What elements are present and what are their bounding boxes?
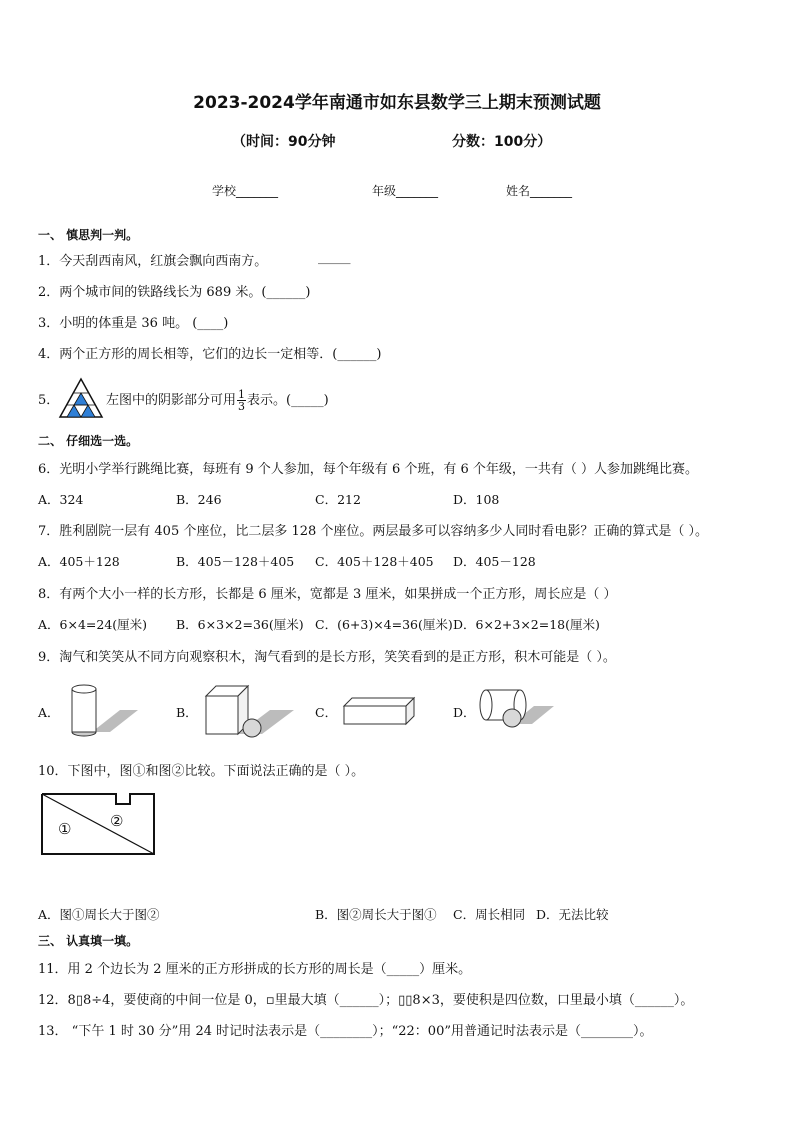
shaded-triangle-figure	[58, 377, 104, 419]
cube-with-ball-icon	[200, 682, 296, 740]
section-3-heading: 三、 认真填一填。	[38, 934, 139, 948]
question-4: 4．两个正方形的周长相等，它们的边长一定相等．(______)	[38, 347, 382, 362]
section-2-heading: 二、 仔细选一选。	[38, 434, 139, 448]
question-12: 12．8▯8÷4，要使商的中间一位是 0，▫里最大填（______）；▯▯8×3，要使积是四位数，口里最小填（______）。	[38, 993, 694, 1008]
q6-option-c[interactable]: C．212	[315, 492, 361, 507]
split-rectangle-figure	[40, 792, 160, 858]
page-title: 2023-2024学年南通市如东县数学三上期末预测试题	[193, 93, 601, 113]
fraction-one-third: $\frac{1}{3}$	[238, 388, 246, 413]
question-13: 13． “下午 1 时 30 分”用 24 时记时法表示是（________）；“22：00”用普通记时法表示是（________）。	[38, 1024, 653, 1039]
grade-field[interactable]: 年级_______	[372, 184, 439, 198]
q8-option-b[interactable]: B．6×3×2=36(厘米)	[176, 617, 304, 632]
school-field[interactable]: 学校_______	[212, 184, 279, 198]
question-1-blank[interactable]: _____	[318, 250, 351, 265]
question-8: 8．有两个大小一样的长方形，长都是 6 厘米，宽都是 3 厘米，如果拼成一个正方形，周长应是（ ）	[38, 587, 617, 602]
q9-option-d[interactable]: D．	[453, 705, 476, 720]
q8-option-a[interactable]: A．6×4=24(厘米)	[38, 617, 148, 632]
q10-option-a[interactable]: A．图①周长大于图②	[38, 907, 160, 922]
q10-option-c[interactable]: C．周长相同	[453, 907, 526, 922]
q8-option-c[interactable]: C．(6+3)×4=36(厘米)	[315, 617, 453, 632]
question-6: 6．光明小学举行跳绳比赛，每班有 9 个人参加，每个年级有 6 个班，有 6 个年级，一共有（ ）人参加跳绳比赛。	[38, 462, 699, 477]
q7-option-c[interactable]: C．405＋128＋405	[315, 554, 434, 569]
q9-option-c[interactable]: C．	[315, 705, 338, 720]
question-11: 11．用 2 个边长为 2 厘米的正方形拼成的长方形的周长是（_____）厘米。	[38, 962, 472, 977]
section-1-heading: 一、 慎思判一判。	[38, 228, 139, 242]
name-field[interactable]: 姓名_______	[506, 184, 573, 198]
question-10: 10．下图中，图①和图②比较。下面说法正确的是（ ）。	[38, 764, 365, 779]
question-5-text	[106, 389, 329, 412]
q7-option-b[interactable]: B．405－128＋405	[176, 554, 295, 569]
cylinder-standing-icon	[62, 680, 140, 738]
region-2-label: ②	[110, 812, 124, 830]
q6-option-b[interactable]: B．246	[176, 492, 222, 507]
question-1: 1．今天刮西南风，红旗会飘向西南方。	[38, 254, 268, 269]
q6-option-a[interactable]: A．324	[38, 492, 84, 507]
q9-option-b[interactable]: B．	[176, 705, 198, 720]
q10-option-d[interactable]: D．无法比较	[536, 907, 609, 922]
question-7: 7．胜利剧院一层有 405 个座位，比二层多 128 个座位。两层最多可以容纳多少人同时看电影？正确的算式是（ ）。	[38, 524, 709, 539]
q7-option-a[interactable]: A．405＋128	[38, 554, 120, 569]
q9-option-a[interactable]: A．	[38, 705, 60, 720]
question-5-post: 表示。(_____)	[247, 393, 329, 408]
question-2: 2．两个城市间的铁路线长为 689 米。(______)	[38, 285, 311, 300]
q6-option-d[interactable]: D．108	[453, 492, 500, 507]
cylinder-lying-with-ball-icon	[476, 684, 556, 734]
question-5-pre: 左图中的阴影部分可用	[106, 393, 237, 408]
question-3: 3．小明的体重是 36 吨。 (____)	[38, 316, 229, 331]
q7-option-d[interactable]: D．405－128	[453, 554, 536, 569]
region-1-label: ①	[58, 820, 72, 838]
cuboid-icon	[338, 692, 438, 732]
exam-score: 分数：100分）	[452, 134, 552, 150]
question-9: 9．淘气和笑笑从不同方向观察积木，淘气看到的是长方形，笑笑看到的是正方形，积木可能是（ ）。	[38, 650, 616, 665]
q10-option-b[interactable]: B．图②周长大于图①	[315, 907, 437, 922]
q8-option-d[interactable]: D．6×2+3×2=18(厘米)	[453, 617, 600, 632]
exam-time: （时间：90分钟	[232, 134, 336, 150]
question-5-number: 5．	[38, 393, 60, 408]
